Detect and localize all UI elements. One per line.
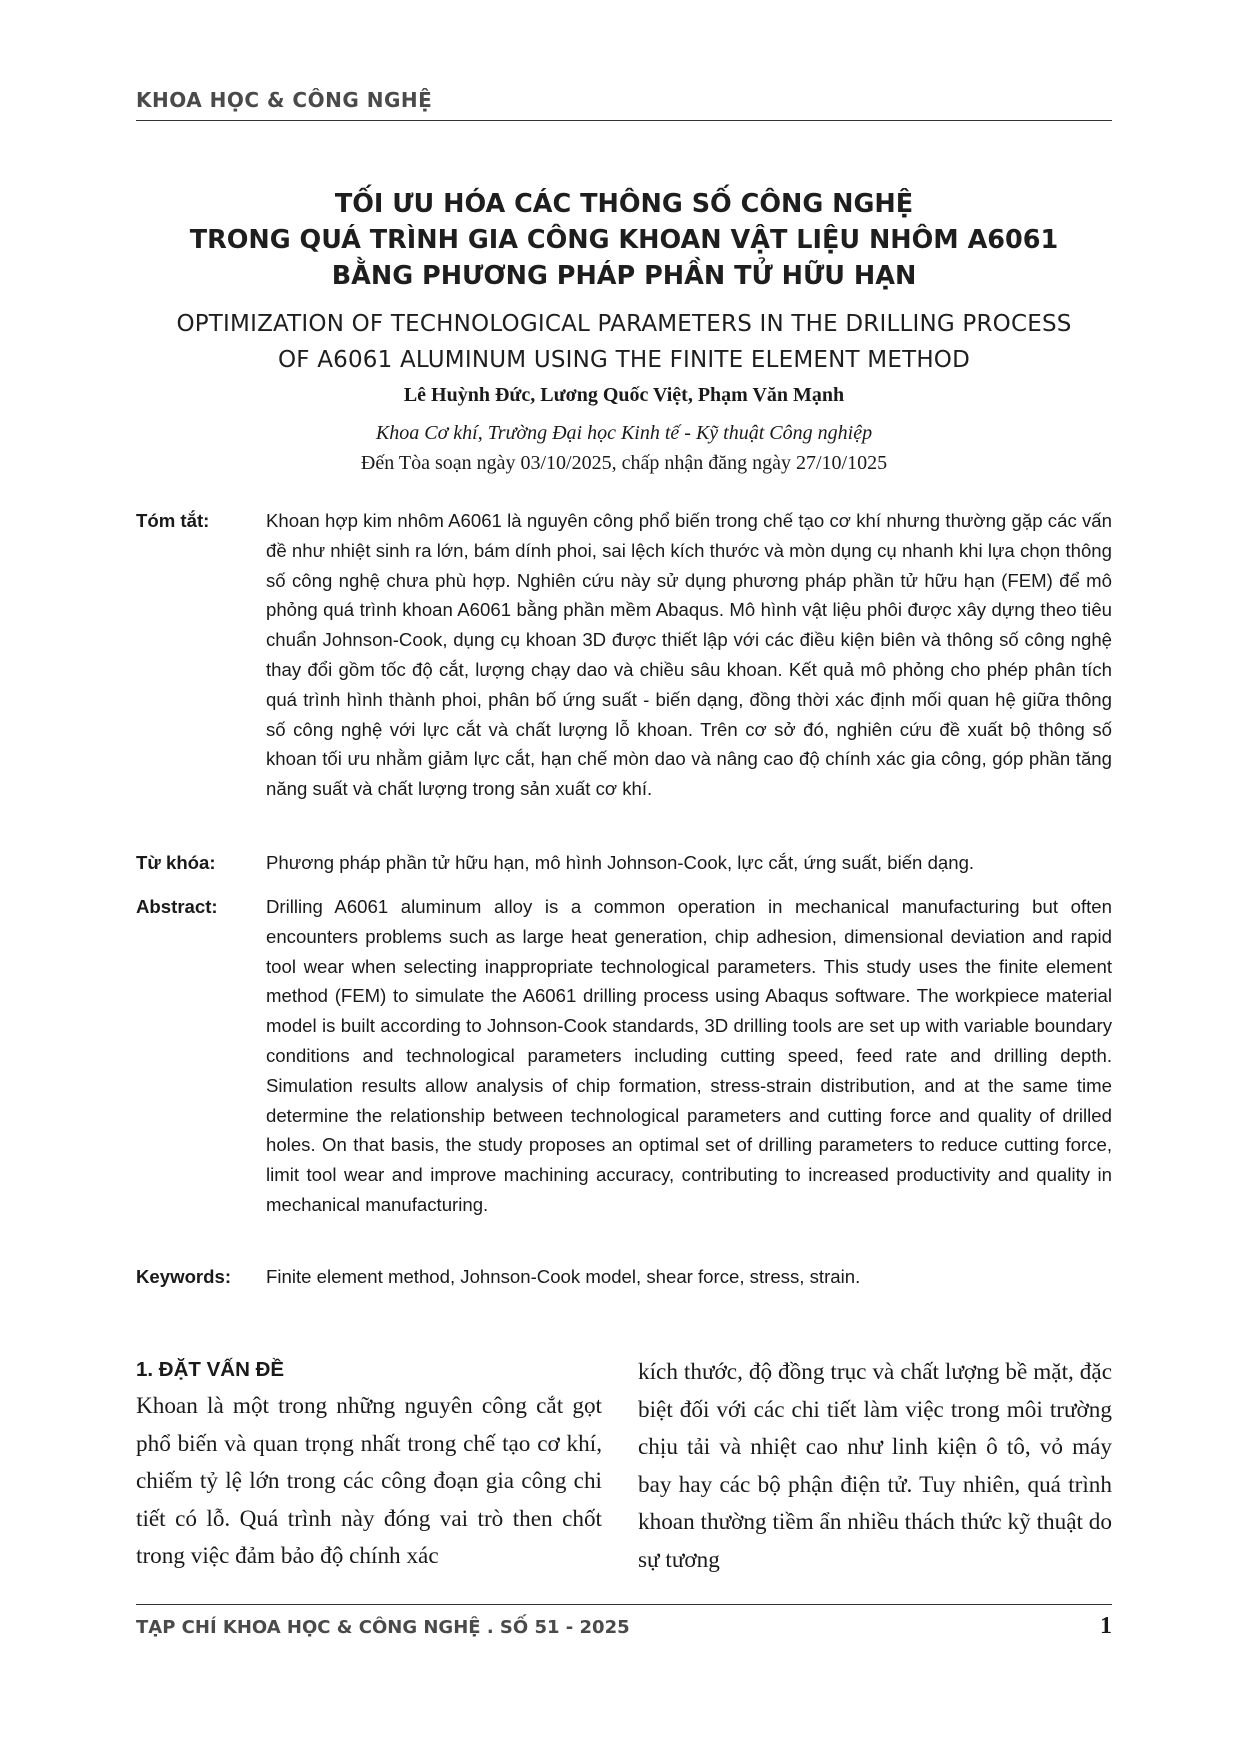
running-header: [136, 86, 1112, 121]
summary-vi-text: Khoan hợp kim nhôm A6061 là nguyên công phổ biến trong chế tạo cơ khí nhưng thường gặp các vấn đề như nhiệt sinh ra lớn, bám dính phoi, sai lệch kích thước và mòn dụng cụ nhanh khi lựa chọn thông số công nghệ chưa phù hợp. Nghiên cứu này sử dụng phương pháp phần tử hữu hạn (FEM) để mô phỏng quá trình khoan A6061 bằng phần mềm Abaqus. Mô hình vật liệu phôi được xây dựng theo tiêu chuẩn Johnson-Cook, dụng cụ khoan 3D được thiết lập với các điều kiện biên và thông số công nghệ thay đổi gồm tốc độ cắt, lượng chạy dao và chiều sâu khoan. Kết quả mô phỏng cho phép phân tích quá trình hình thành phoi, phân bố ứng suất - biến dạng, đồng thời xác định mối quan hệ giữa thông số công nghệ với lực cắt và chất lượng lỗ khoan. Trên cơ sở đó, nghiên cứu đề xuất bộ thông số khoan tối ưu nhằm giảm lực cắt, hạn chế mòn dao và nâng cao độ chính xác gia công, góp phần tăng năng suất và chất lượng trong sản xuất cơ khí.: [266, 510, 1112, 800]
title-vi-line-2: TRONG QUÁ TRÌNH GIA CÔNG KHOAN VẬT LIỆU NHÔM A6061: [189, 225, 1059, 255]
keywords-en-label: Keywords:: [136, 1266, 232, 1287]
title-english: [136, 306, 1112, 378]
submission-dates: Đến Tòa soạn ngày 03/10/2025, chấp nhận đăng ngày 27/10/1025: [360, 452, 888, 474]
affiliation: Khoa Cơ khí, Trường Đại học Kinh tế - Kỹ thuật Công nghiệp: [375, 422, 873, 444]
summary-vi-label: Tóm tắt:: [136, 510, 210, 531]
keywords-vi-label: Từ khóa:: [136, 852, 216, 873]
page-footer: [136, 1604, 1112, 1647]
abstract-en-text: Drilling A6061 aluminum alloy is a common operation in mechanical manufacturing but often encounters problems such as large heat generation, chip adhesion, dimensional deviation and rapid tool wear when selecting inappropriate technological parameters. This study uses the finite element method (FEM) to simulate the A6061 drilling process using Abaqus software. The workpiece material model is built according to Johnson-Cook standards, 3D drilling tools are set up with variable boundary conditions and technological parameters including cutting speed, feed rate and drilling depth. Simulation results allow analysis of chip formation, stress-strain distribution, and at the same time determine the relationship between technological parameters and cutting force and quality of drilled holes. On that basis, the study proposes an optimal set of drilling parameters to reduce cutting force, limit tool wear and improve machining accuracy, contributing to increased productivity and quality in mechanical manufacturing.: [266, 896, 1112, 1215]
title-vietnamese: [136, 186, 1112, 294]
summary-vi-block: [136, 506, 1112, 806]
body-column-left: [136, 1354, 602, 1576]
footer-journal-title: TẠP CHÍ KHOA HỌC & CÔNG NGHỆ . SỐ 51 - 2025: [136, 1617, 630, 1638]
page-number: 1: [1100, 1613, 1112, 1639]
body-column-right: [638, 1354, 1112, 1580]
keywords-vi-text: Phương pháp phần tử hữu hạn, mô hình Johnson-Cook, lực cắt, ứng suất, biến dạng.: [266, 852, 975, 873]
title-en-line-1: OPTIMIZATION OF TECHNOLOGICAL PARAMETERS IN THE DRILLING PROCESS: [176, 311, 1072, 337]
body-right-paragraph: kích thước, độ đồng trục và chất lượng bề mặt, đặc biệt đối với các chi tiết làm việc trong môi trường chịu tải và nhiệt cao như linh kiện ô tô, vỏ máy bay hay các bộ phận điện tử. Tuy nhiên, quá trình khoan thường tiềm ẩn nhiều thách thức kỹ thuật do sự tương: [638, 1359, 1112, 1573]
authors: Lê Huỳnh Đức, Lương Quốc Việt, Phạm Văn Mạnh: [403, 384, 845, 406]
section-1-heading: 1. ĐẶT VẤN ĐỀ: [136, 1358, 285, 1381]
title-vi-line-3: BẰNG PHƯƠNG PHÁP PHẦN TỬ HỮU HẠN: [331, 261, 917, 291]
header-section-title: KHOA HỌC & CÔNG NGHỆ: [136, 88, 433, 112]
title-vi-line-1: TỐI ƯU HÓA CÁC THÔNG SỐ CÔNG NGHỆ: [334, 189, 914, 219]
title-en-line-2: OF A6061 ALUMINUM USING THE FINITE ELEMENT METHOD: [277, 347, 971, 373]
body-left-paragraph: Khoan là một trong những nguyên công cắt gọt phổ biến và quan trọng nhất trong chế tạo cơ khí, chiếm tỷ lệ lớn trong các công đoạn gia công chi tiết có lỗ. Quá trình này đóng vai trò then chốt trong việc đảm bảo độ chính xác: [136, 1393, 602, 1570]
abstract-en-label: Abstract:: [136, 896, 218, 917]
keywords-en-text: Finite element method, Johnson-Cook model, shear force, stress, strain.: [266, 1266, 861, 1287]
